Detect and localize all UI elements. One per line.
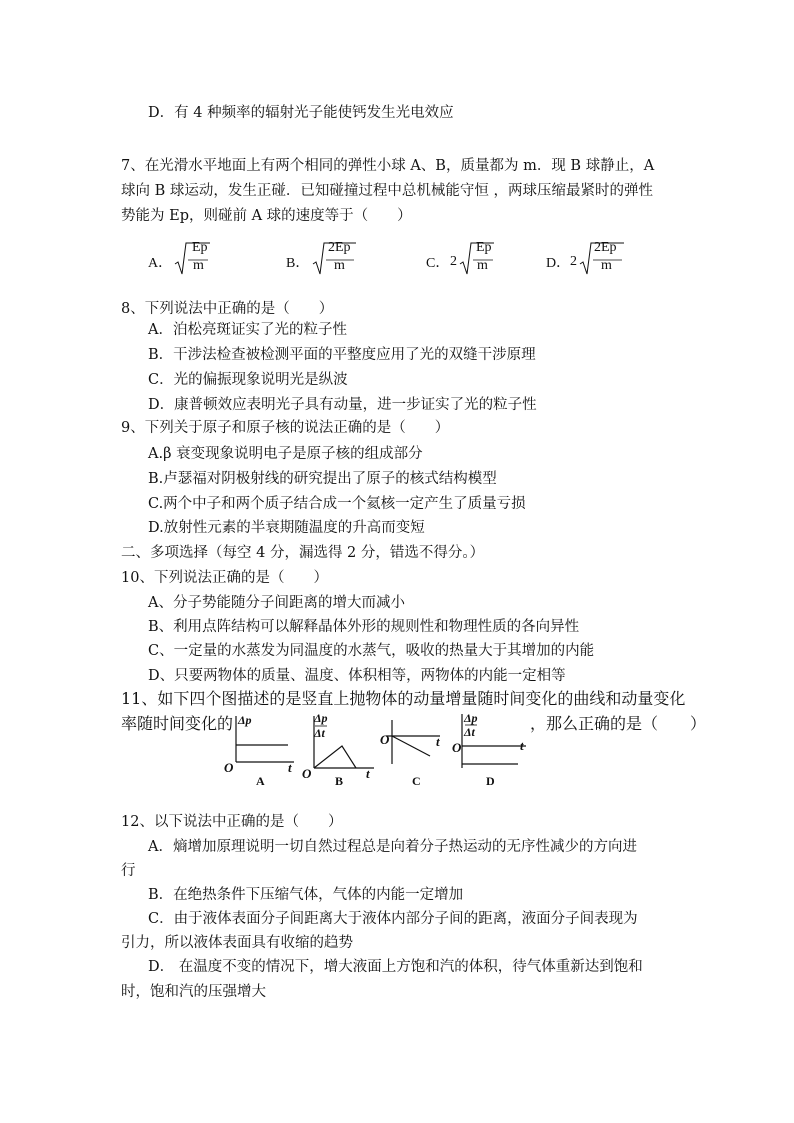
- q7-stem-line1: 7、在光滑水平地面上有两个相同的弹性小球 A、B，质量都为 m．现 B 球静止，A: [121, 158, 655, 174]
- q8-option-a: A．泊松亮斑证实了光的粒子性: [148, 322, 347, 338]
- graph-d-origin: O: [452, 740, 462, 755]
- graph-d: [452, 712, 532, 792]
- graph-b-ylabel-den: Δt: [314, 726, 325, 740]
- graph-d-xlabel: t: [520, 738, 524, 753]
- q9-option-d: D.放射性元素的半衰期随温度的升高而变短: [148, 520, 425, 536]
- graph-d-caption: D: [486, 774, 495, 788]
- q11-stem-line2-left: 率随时间变化的: [121, 714, 234, 733]
- q11-stem-line1: 11、如下四个图描述的是竖直上抛物体的动量增量随时间变化的曲线和动量变化: [121, 689, 686, 708]
- q9-option-b: B.卢瑟福对阴极射线的研究提出了原子的核式结构模型: [148, 471, 497, 487]
- q12-option-d-line2: 时，饱和汽的压强增大: [121, 984, 266, 1000]
- graph-c-origin: O: [380, 732, 390, 747]
- graph-b-caption: B: [335, 774, 344, 788]
- graph-a-caption: A: [256, 774, 265, 788]
- q12-option-c-line1: C．由于液体表面分子间距离大于液体内部分子间的距离，液面分子间表现为: [148, 911, 638, 927]
- q9-option-a: A.β 衰变现象说明电子是原子核的组成部分: [148, 446, 423, 462]
- q12-option-c-line2: 引力，所以液体表面具有收缩的趋势: [121, 935, 353, 951]
- graph-c-caption: C: [412, 774, 421, 788]
- graph-b-ylabel-num: Δp: [314, 711, 328, 725]
- graph-a-ylabel: Δp: [238, 713, 252, 727]
- section-2-title: 二、多项选择（每空 4 分，漏选得 2 分，错选不得分。）: [121, 545, 485, 561]
- q8-stem: 8、下列说法中正确的是（ ）: [121, 301, 334, 317]
- q12-option-b: B．在绝热条件下压缩气体，气体的内能一定增加: [148, 887, 464, 903]
- q10-option-a: A、分子势能随分子间距离的增大而减小: [148, 595, 405, 611]
- graph-a-xlabel: t: [288, 760, 292, 775]
- graph-d-ylabel-num: Δp: [464, 711, 478, 725]
- q12-stem: 12、以下说法中正确的是（ ）: [121, 814, 343, 830]
- graph-c: [380, 712, 446, 792]
- graph-b-origin: O: [302, 766, 312, 781]
- q9-option-c: C.两个中子和两个质子结合成一个氦核一定产生了质量亏损: [148, 496, 526, 512]
- q8-option-b: B．干涉法检查被检测平面的平整度应用了光的双缝干涉原理: [148, 347, 536, 363]
- graph-d-ylabel-den: Δt: [464, 725, 475, 739]
- q10-option-c: C、一定量的水蒸发为同温度的水蒸气，吸收的热量大于其增加的内能: [148, 643, 595, 659]
- q10-option-d: D、只要两物体的质量、温度、体积相等，两物体的内能一定相等: [148, 668, 566, 684]
- q10-stem: 10、下列说法正确的是（ ）: [121, 570, 328, 586]
- q12-option-a-line2: 行: [121, 863, 136, 879]
- q10-option-b: B、利用点阵结构可以解释晶体外形的规则性和物理性质的各向异性: [148, 619, 580, 635]
- q12-option-d-line1: D． 在温度不变的情况下，增大液面上方饱和汽的体积，待气体重新达到饱和: [148, 959, 643, 975]
- q8-option-d: D．康普顿效应表明光子具有动量，进一步证实了光的粒子性: [148, 397, 537, 413]
- q12-option-a-line1: A．熵增加原理说明一切自然过程总是向着分子热运动的无序性减少的方向进: [148, 839, 637, 855]
- q6-option-d: D．有 4 种频率的辐射光子能使钙发生光电效应: [148, 105, 454, 121]
- q8-option-c: C．光的偏振现象说明光是纵波: [148, 372, 348, 388]
- graph-b: [302, 712, 378, 792]
- graph-c-xlabel: t: [436, 734, 440, 749]
- q9-stem: 9、下列关于原子和原子核的说法正确的是（ ）: [121, 420, 450, 436]
- q11-stem-line2-right: ，那么正确的是（ ）: [530, 714, 707, 733]
- q7-stem-line2: 球向 B 球运动，发生正碰．已知碰撞过程中总机械能守恒 ，两球压缩最紧时的弹性: [121, 183, 653, 199]
- q7-stem-line3: 势能为 Ep，则碰前 A 球的速度等于（ ）: [121, 208, 412, 224]
- graph-a: [224, 712, 296, 792]
- graph-b-xlabel: t: [366, 766, 370, 781]
- graph-a-origin: O: [224, 760, 234, 775]
